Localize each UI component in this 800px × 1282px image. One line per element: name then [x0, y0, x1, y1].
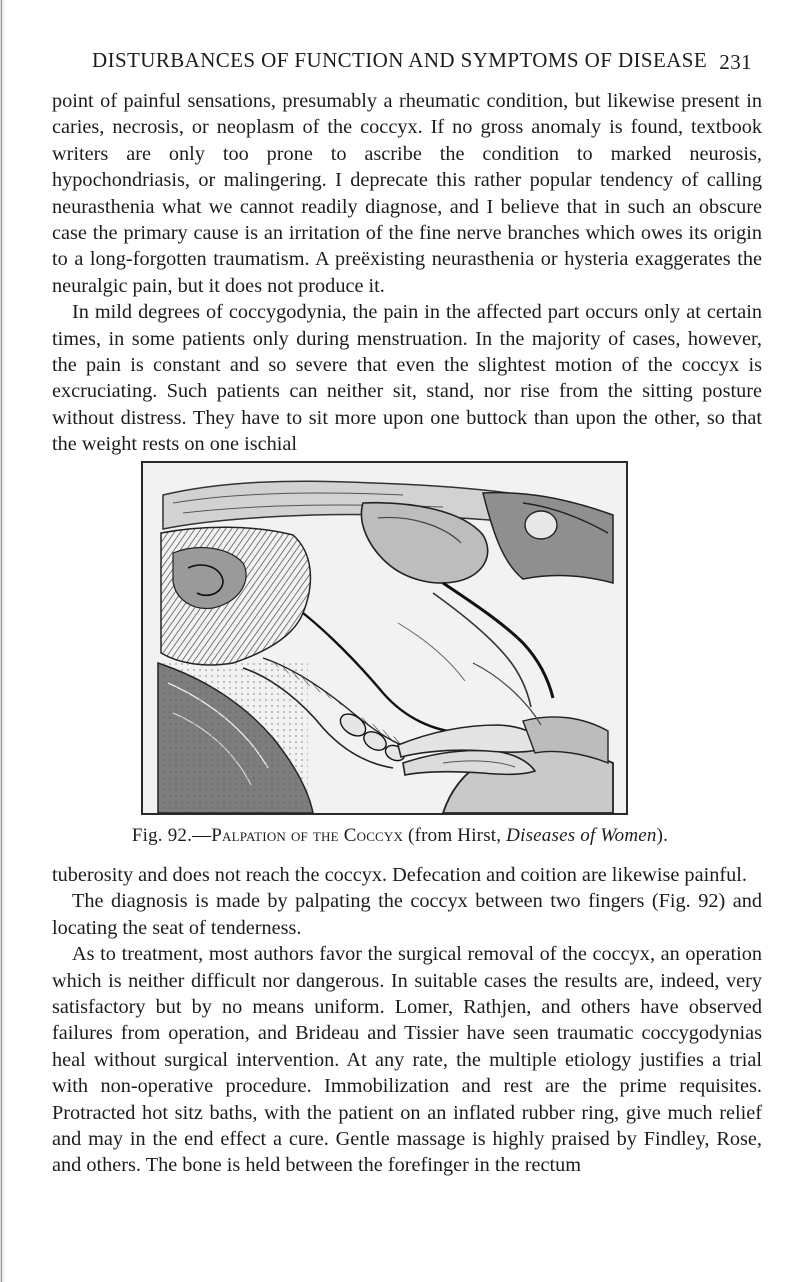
paragraph-treatment: As to treatment, most authors favor the surgical removal of the coccyx, an operation which is neither difficult nor dangerous. In suitable cases the results are, indeed, very satisfactory but by no means uniform. Lomer, Rathjen, and others have observed failures from operation, and Brideau and Tissier have seen traumatic coccygodynias heal without surgical intervention. At any rate, the multiple etiology justifies a trial with non-operative procedure. Immobilization and rest are the prime requisites. Protracted hot sitz baths, with the patient on an inflated rubber ring, give much relief and may in the end effect a cure. Gentle massage is highly praised by Findley, Rose, and others. The bone is held between the forefinger in the rectum	[52, 943, 762, 1177]
caption-title: Palpation of the Coccyx	[211, 825, 404, 846]
caption-source-title: Diseases of Women	[506, 825, 657, 846]
figure-92	[141, 461, 628, 815]
running-head-title: DISTURBANCES OF FUNCTION AND SYMPTOMS OF DISEASE	[92, 48, 708, 72]
caption-end: ).	[656, 825, 669, 846]
paragraph-tuberosity: tuberosity and does not reach the coccyx. Defecation and coition are likewise painful.	[52, 864, 747, 886]
figure-caption	[0, 825, 800, 847]
body-text-top	[52, 88, 762, 458]
body-text-bottom	[52, 862, 762, 1179]
anatomical-illustration	[143, 463, 626, 813]
page-number: 231	[719, 50, 752, 74]
page-binding-edge	[0, 0, 6, 1282]
paragraph-coccygodynia-degrees: In mild degrees of coccygodynia, the pain in the affected part occurs only at certain times, in some patients only during menstruation. In the majority of cases, however, the pain is constant and so severe that even the slightest motion of the coccyx is excruciating. Such patients can neither sit, stand, nor rise from the sitting posture without distress. They have to sit more upon one buttock than upon the other, so that the weight rests on one ischial	[52, 301, 762, 456]
caption-source-prefix: (from Hirst,	[403, 825, 507, 846]
paragraph-diagnosis: The diagnosis is made by palpating the coccyx between two fingers (Fig. 92) and locating the seat of tenderness.	[52, 890, 762, 939]
running-head	[92, 48, 752, 78]
paragraph-continuation: point of painful sensations, presumably a rheumatic condition, but likewise present in caries, necrosis, or neoplasm of the coccyx. If no gross anomaly is found, textbook writers are only too prone to ascribe the condition to marked neurosis, hypochondriasis, or malingering. I deprecate this rather popular tendency of calling neurasthenia what we cannot readily diagnose, and I believe that in such an obscure case the primary cause is an irritation of the fine nerve branches which owes its origin to a long-forgotten traumatism. A preëxisting neurasthenia or hysteria exaggerates the neuralgic pain, but it does not produce it.	[52, 90, 762, 297]
caption-figure-number: Fig. 92.	[131, 825, 193, 846]
caption-dash: —	[192, 825, 212, 846]
